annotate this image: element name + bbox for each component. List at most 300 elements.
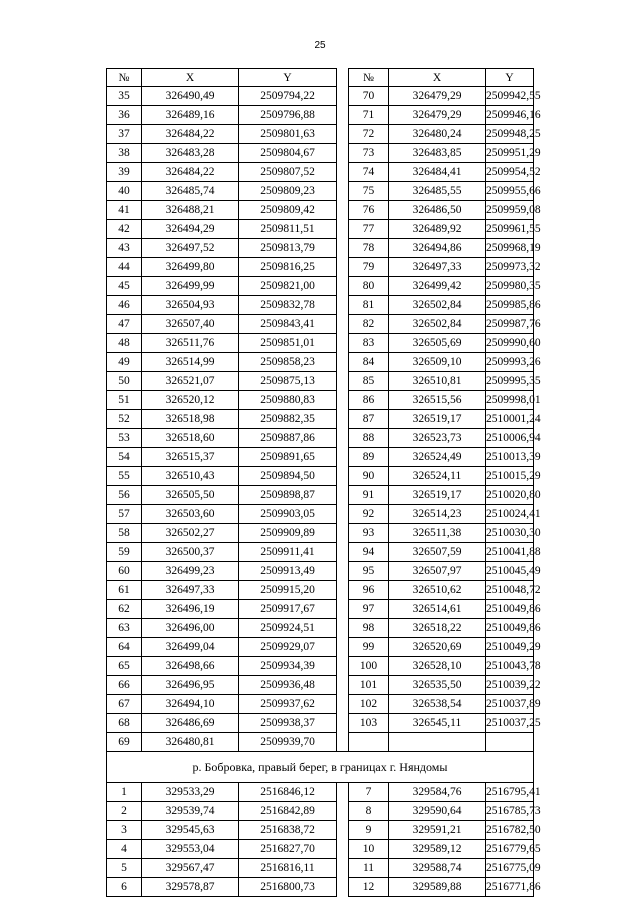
cell-y: 2510037,25: [486, 714, 534, 733]
cell-y: 2509955,66: [486, 182, 534, 201]
cell-x: 326511,76: [142, 334, 239, 353]
cell-x: 326519,17: [389, 410, 486, 429]
table-row: [107, 714, 534, 733]
table-row: [107, 182, 534, 201]
cell-num: 59: [107, 543, 142, 562]
cell-num: 73: [349, 144, 389, 163]
cell-y: 2516782,50: [486, 821, 534, 840]
cell-y: 2509946,16: [486, 106, 534, 125]
table-row: [107, 619, 534, 638]
cell-y: 2509909,89: [239, 524, 337, 543]
cell-num: 53: [107, 429, 142, 448]
cell-y: 2516838,72: [239, 821, 337, 840]
coordinates-table: [106, 68, 541, 897]
cell-x: 329588,74: [389, 859, 486, 878]
table-row: [107, 410, 534, 429]
table-row: [107, 296, 534, 315]
cell-num: 40: [107, 182, 142, 201]
cell-num: 84: [349, 353, 389, 372]
cell-y: 2516795,41: [486, 783, 534, 802]
cell-x: 326486,69: [142, 714, 239, 733]
cell-y: 2516827,70: [239, 840, 337, 859]
column-gap: [337, 714, 349, 733]
cell-y: 2510049,86: [486, 619, 534, 638]
cell-num: 71: [349, 106, 389, 125]
cell-num: 57: [107, 505, 142, 524]
cell-y: 2509942,55: [486, 87, 534, 106]
table-row: [107, 543, 534, 562]
cell-y: 2510048,72: [486, 581, 534, 600]
cell-x: 326509,10: [389, 353, 486, 372]
table-header-row: [107, 69, 534, 87]
column-gap: [337, 543, 349, 562]
cell-num: 50: [107, 372, 142, 391]
cell-y: 2510013,39: [486, 448, 534, 467]
column-gap: [337, 821, 349, 840]
cell-x: 329584,76: [389, 783, 486, 802]
cell-y: 2509898,87: [239, 486, 337, 505]
column-gap: [337, 657, 349, 676]
cell-y: 2509917,67: [239, 600, 337, 619]
column-gap: [337, 258, 349, 277]
cell-y: 2510045,49: [486, 562, 534, 581]
cell-x: 326494,29: [142, 220, 239, 239]
cell-num: 46: [107, 296, 142, 315]
column-gap: [337, 467, 349, 486]
cell-x: 326514,61: [389, 600, 486, 619]
cell-x: 326510,43: [142, 467, 239, 486]
cell-num: 10: [349, 840, 389, 859]
cell-num: 49: [107, 353, 142, 372]
cell-num: 41: [107, 201, 142, 220]
table-row: [107, 448, 534, 467]
cell-num: 54: [107, 448, 142, 467]
cell-num: 35: [107, 87, 142, 106]
column-gap: [337, 87, 349, 106]
cell-num: 2: [107, 802, 142, 821]
cell-num: 11: [349, 859, 389, 878]
column-gap: [337, 353, 349, 372]
cell-num: 80: [349, 277, 389, 296]
cell-num: 39: [107, 163, 142, 182]
cell-y: 2510001,24: [486, 410, 534, 429]
table-row: [107, 486, 534, 505]
table-row: [107, 239, 534, 258]
cell-num: 86: [349, 391, 389, 410]
table-row: [107, 372, 534, 391]
column-gap: [337, 695, 349, 714]
cell-y: 2510043,78: [486, 657, 534, 676]
cell-x: 326489,16: [142, 106, 239, 125]
cell-y: 2509954,52: [486, 163, 534, 182]
cell-y: 2509903,05: [239, 505, 337, 524]
table-row: [107, 220, 534, 239]
cell-x: 326484,41: [389, 163, 486, 182]
cell-y: 2516779,65: [486, 840, 534, 859]
cell-x: 326499,42: [389, 277, 486, 296]
cell-num: 44: [107, 258, 142, 277]
cell-num: 94: [349, 543, 389, 562]
cell-x: 326497,33: [142, 581, 239, 600]
cell-y: 2509832,78: [239, 296, 337, 315]
table-row: [107, 106, 534, 125]
column-gap: [337, 802, 349, 821]
cell-num: 92: [349, 505, 389, 524]
cell-x: 329553,04: [142, 840, 239, 859]
table-row: [107, 733, 534, 752]
cell-num: 56: [107, 486, 142, 505]
cell-num: 63: [107, 619, 142, 638]
cell-x: 326502,84: [389, 315, 486, 334]
cell-x: 326520,12: [142, 391, 239, 410]
cell-y: 2510020,80: [486, 486, 534, 505]
cell-num: 55: [107, 467, 142, 486]
cell-x: 326498,66: [142, 657, 239, 676]
table-row: [107, 467, 534, 486]
cell-y: 2516775,09: [486, 859, 534, 878]
cell-y: 2510030,30: [486, 524, 534, 543]
column-gap: [337, 859, 349, 878]
cell-num: 47: [107, 315, 142, 334]
cell-x: 326497,52: [142, 239, 239, 258]
cell-x: 326511,38: [389, 524, 486, 543]
cell-num: 4: [107, 840, 142, 859]
cell-num: 89: [349, 448, 389, 467]
cell-y: 2509811,51: [239, 220, 337, 239]
column-gap: [337, 486, 349, 505]
column-gap: [337, 334, 349, 353]
cell-num: 6: [107, 878, 142, 897]
cell-num: 45: [107, 277, 142, 296]
cell-num: 83: [349, 334, 389, 353]
table-row: [107, 802, 534, 821]
cell-y: 2510049,86: [486, 600, 534, 619]
cell-y: 2509951,29: [486, 144, 534, 163]
cell-x: 326524,49: [389, 448, 486, 467]
cell-x: 326505,69: [389, 334, 486, 353]
table-row: [107, 391, 534, 410]
table-row: [107, 258, 534, 277]
cell-x: 326510,62: [389, 581, 486, 600]
column-gap: [337, 878, 349, 897]
cell-x: 326483,85: [389, 144, 486, 163]
cell-y: 2509990,60: [486, 334, 534, 353]
cell-num: 88: [349, 429, 389, 448]
column-gap: [337, 783, 349, 802]
cell-x: 326489,92: [389, 220, 486, 239]
table-row: [107, 505, 534, 524]
cell-y: 2509880,83: [239, 391, 337, 410]
cell-num: 70: [349, 87, 389, 106]
cell-x: 326524,11: [389, 467, 486, 486]
cell-x: [389, 733, 486, 752]
cell-y: 2516785,73: [486, 802, 534, 821]
header-y-right: Y: [486, 69, 534, 87]
table-row: [107, 315, 534, 334]
cell-num: 100: [349, 657, 389, 676]
cell-x: 326488,21: [142, 201, 239, 220]
cell-y: 2509843,41: [239, 315, 337, 334]
cell-num: 91: [349, 486, 389, 505]
cell-y: 2509913,49: [239, 562, 337, 581]
cell-x: 326480,81: [142, 733, 239, 752]
cell-x: 326483,28: [142, 144, 239, 163]
cell-x: 326479,29: [389, 106, 486, 125]
cell-x: 329567,47: [142, 859, 239, 878]
cell-x: 326500,37: [142, 543, 239, 562]
table-row: [107, 657, 534, 676]
cell-x: 326484,22: [142, 125, 239, 144]
column-gap: [337, 429, 349, 448]
table-row: [107, 600, 534, 619]
section-title: р. Бобровка, правый берег, в границах г. Няндомы: [107, 752, 534, 783]
cell-y: 2516771,86: [486, 878, 534, 897]
cell-y: 2509891,65: [239, 448, 337, 467]
cell-num: 8: [349, 802, 389, 821]
cell-x: 326502,84: [389, 296, 486, 315]
cell-num: 99: [349, 638, 389, 657]
column-gap: [337, 600, 349, 619]
cell-y: 2509809,23: [239, 182, 337, 201]
column-gap: [337, 201, 349, 220]
cell-num: 36: [107, 106, 142, 125]
cell-num: 78: [349, 239, 389, 258]
cell-y: 2509851,01: [239, 334, 337, 353]
cell-x: 326521,07: [142, 372, 239, 391]
cell-y: 2509887,86: [239, 429, 337, 448]
cell-x: 326518,60: [142, 429, 239, 448]
cell-y: 2509934,39: [239, 657, 337, 676]
table-row: [107, 163, 534, 182]
column-gap: [337, 144, 349, 163]
cell-x: 326505,50: [142, 486, 239, 505]
cell-num: 85: [349, 372, 389, 391]
cell-y: 2509809,42: [239, 201, 337, 220]
cell-x: 326518,22: [389, 619, 486, 638]
column-gap: [337, 391, 349, 410]
cell-num: 1: [107, 783, 142, 802]
table-row: [107, 277, 534, 296]
cell-x: 329545,63: [142, 821, 239, 840]
cell-y: 2509973,32: [486, 258, 534, 277]
cell-y: 2510006,94: [486, 429, 534, 448]
cell-num: 42: [107, 220, 142, 239]
column-gap: [337, 69, 349, 87]
cell-x: 326507,40: [142, 315, 239, 334]
cell-x: 326486,50: [389, 201, 486, 220]
column-gap: [337, 562, 349, 581]
cell-x: 326480,24: [389, 125, 486, 144]
table-row: [107, 334, 534, 353]
cell-x: 326510,81: [389, 372, 486, 391]
cell-y: 2509968,19: [486, 239, 534, 258]
cell-y: 2509939,70: [239, 733, 337, 752]
cell-x: 326504,93: [142, 296, 239, 315]
cell-y: 2510049,29: [486, 638, 534, 657]
cell-num: 5: [107, 859, 142, 878]
cell-y: 2509929,07: [239, 638, 337, 657]
cell-x: 326494,86: [389, 239, 486, 258]
cell-y: 2516816,11: [239, 859, 337, 878]
cell-x: 329533,29: [142, 783, 239, 802]
cell-y: 2516842,89: [239, 802, 337, 821]
cell-x: 326545,11: [389, 714, 486, 733]
table-row: [107, 859, 534, 878]
cell-num: 65: [107, 657, 142, 676]
cell-y: 2516800,73: [239, 878, 337, 897]
table-row: [107, 201, 534, 220]
cell-num: 76: [349, 201, 389, 220]
table-row: [107, 821, 534, 840]
cell-num: 62: [107, 600, 142, 619]
cell-x: 326479,29: [389, 87, 486, 106]
cell-num: 102: [349, 695, 389, 714]
cell-x: 326520,69: [389, 638, 486, 657]
header-x-left: X: [142, 69, 239, 87]
cell-y: 2509807,52: [239, 163, 337, 182]
cell-x: 326485,74: [142, 182, 239, 201]
cell-y: 2509980,35: [486, 277, 534, 296]
cell-y: 2510024,41: [486, 505, 534, 524]
column-gap: [337, 372, 349, 391]
cell-y: 2509911,41: [239, 543, 337, 562]
column-gap: [337, 296, 349, 315]
column-gap: [337, 505, 349, 524]
cell-x: 326523,73: [389, 429, 486, 448]
column-gap: [337, 106, 349, 125]
cell-x: 326538,54: [389, 695, 486, 714]
table-row: [107, 353, 534, 372]
column-gap: [337, 220, 349, 239]
cell-y: 2509948,25: [486, 125, 534, 144]
page-number: 25: [314, 40, 326, 51]
header-num-left: №: [107, 69, 142, 87]
cell-x: 326496,00: [142, 619, 239, 638]
column-gap: [337, 448, 349, 467]
cell-num: 93: [349, 524, 389, 543]
cell-x: 326499,04: [142, 638, 239, 657]
column-gap: [337, 840, 349, 859]
column-gap: [337, 733, 349, 752]
table-row: [107, 581, 534, 600]
cell-x: 326535,50: [389, 676, 486, 695]
cell-x: 329590,64: [389, 802, 486, 821]
table-row: [107, 783, 534, 802]
cell-y: 2509875,13: [239, 372, 337, 391]
cell-num: [349, 733, 389, 752]
cell-y: 2509924,51: [239, 619, 337, 638]
cell-x: 326499,23: [142, 562, 239, 581]
cell-num: 51: [107, 391, 142, 410]
cell-y: 2509804,67: [239, 144, 337, 163]
cell-x: 329539,74: [142, 802, 239, 821]
cell-x: 326515,37: [142, 448, 239, 467]
section-row: [107, 752, 534, 783]
cell-y: 2510015,29: [486, 467, 534, 486]
cell-num: 37: [107, 125, 142, 144]
cell-x: 326496,19: [142, 600, 239, 619]
cell-x: 326528,10: [389, 657, 486, 676]
cell-num: 101: [349, 676, 389, 695]
cell-num: 38: [107, 144, 142, 163]
column-gap: [337, 638, 349, 657]
column-gap: [337, 163, 349, 182]
header-num-right: №: [349, 69, 389, 87]
table-row: [107, 695, 534, 714]
cell-num: 69: [107, 733, 142, 752]
cell-num: 72: [349, 125, 389, 144]
cell-x: 326507,59: [389, 543, 486, 562]
cell-num: 52: [107, 410, 142, 429]
cell-x: 326502,27: [142, 524, 239, 543]
cell-x: 326518,98: [142, 410, 239, 429]
cell-y: 2509961,55: [486, 220, 534, 239]
cell-x: 326514,23: [389, 505, 486, 524]
cell-num: 82: [349, 315, 389, 334]
cell-num: 3: [107, 821, 142, 840]
cell-x: 326485,55: [389, 182, 486, 201]
cell-x: 326494,10: [142, 695, 239, 714]
column-gap: [337, 676, 349, 695]
cell-y: 2509959,08: [486, 201, 534, 220]
cell-x: 326499,99: [142, 277, 239, 296]
cell-num: 95: [349, 562, 389, 581]
cell-num: 75: [349, 182, 389, 201]
cell-num: 81: [349, 296, 389, 315]
cell-x: 329578,87: [142, 878, 239, 897]
cell-x: 326499,80: [142, 258, 239, 277]
cell-num: 90: [349, 467, 389, 486]
cell-num: 48: [107, 334, 142, 353]
table-row: [107, 676, 534, 695]
cell-x: 326497,33: [389, 258, 486, 277]
cell-x: 329589,88: [389, 878, 486, 897]
cell-y: 2509816,25: [239, 258, 337, 277]
cell-y: 2510041,88: [486, 543, 534, 562]
cell-y: 2509998,01: [486, 391, 534, 410]
cell-y: 2509995,35: [486, 372, 534, 391]
cell-y: 2510039,22: [486, 676, 534, 695]
cell-y: [486, 733, 534, 752]
table-row: [107, 87, 534, 106]
cell-y: 2509993,26: [486, 353, 534, 372]
table-row: [107, 524, 534, 543]
cell-num: 97: [349, 600, 389, 619]
cell-y: 2509894,50: [239, 467, 337, 486]
cell-y: 2509801,63: [239, 125, 337, 144]
cell-x: 329589,12: [389, 840, 486, 859]
column-gap: [337, 239, 349, 258]
cell-x: 326496,95: [142, 676, 239, 695]
cell-y: 2509794,22: [239, 87, 337, 106]
cell-y: 2509882,35: [239, 410, 337, 429]
cell-y: 2509987,76: [486, 315, 534, 334]
cell-num: 12: [349, 878, 389, 897]
cell-y: 2509821,00: [239, 277, 337, 296]
column-gap: [337, 182, 349, 201]
column-gap: [337, 410, 349, 429]
cell-num: 79: [349, 258, 389, 277]
column-gap: [337, 619, 349, 638]
table-row: [107, 840, 534, 859]
cell-num: 64: [107, 638, 142, 657]
cell-x: 326490,49: [142, 87, 239, 106]
cell-num: 68: [107, 714, 142, 733]
cell-num: 7: [349, 783, 389, 802]
column-gap: [337, 524, 349, 543]
cell-y: 2516846,12: [239, 783, 337, 802]
table-row: [107, 878, 534, 897]
